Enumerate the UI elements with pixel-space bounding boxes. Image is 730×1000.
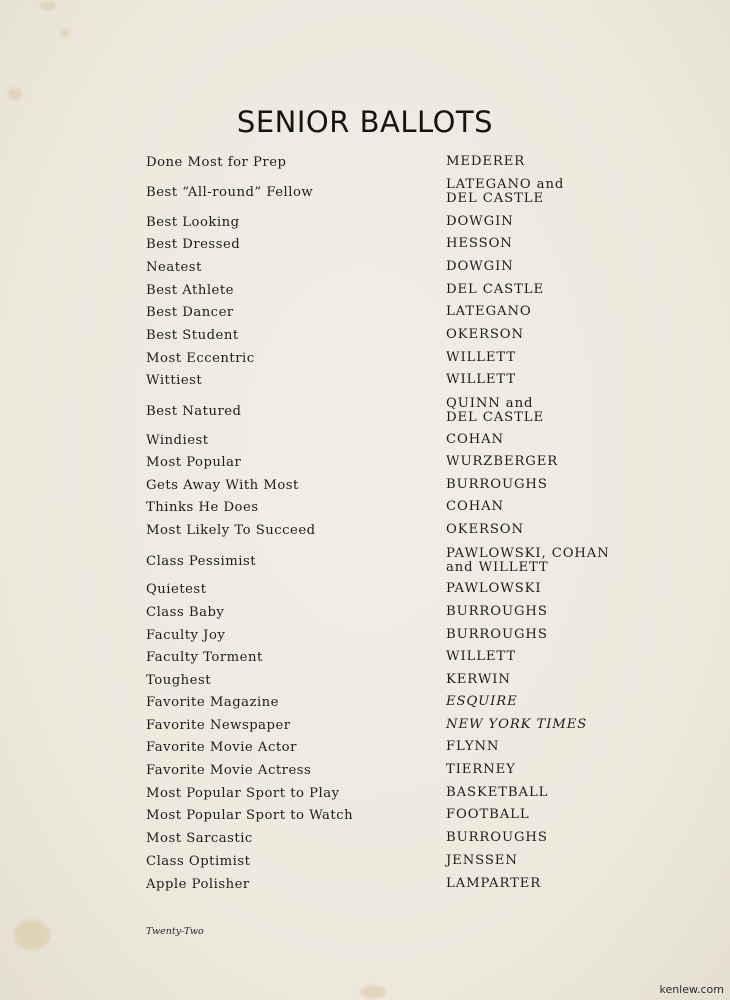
ballot-category: Class Optimist [146,854,251,869]
ballot-category: Wittiest [146,373,203,388]
paper-stain [40,2,56,10]
ballot-winner: OKERSON [446,522,524,537]
ballot-winner: HESSON [446,236,513,251]
ballot-category: Best “All-round” Fellow [146,185,314,200]
ballot-winner: WILLETT [446,350,517,365]
ballot-winner: TIERNEY [446,762,516,777]
ballot-category: Favorite Movie Actor [146,740,297,755]
ballot-category: Most Likely To Succeed [146,523,316,538]
ballot-category: Most Eccentric [146,351,255,366]
ballot-winner: BASKETBALL [446,785,549,800]
ballot-winner: MEDERER [446,154,526,169]
ballot-winner: BURROUGHS [446,830,548,845]
ballot-winner: PAWLOWSKI, COHAN and WILLETT [446,546,610,575]
ballot-category: Most Sarcastic [146,831,253,846]
ballot-winner: BURROUGHS [446,627,548,642]
ballot-category: Best Looking [146,215,240,230]
ballot-category: Most Popular Sport to Watch [146,808,354,823]
ballot-category: Thinks He Does [146,500,259,515]
ballot-winner: LAMPARTER [446,876,542,891]
ballot-winner: OKERSON [446,327,524,342]
ballot-category: Quietest [146,582,207,597]
ballot-category: Gets Away With Most [146,478,299,493]
ballot-winner: KERWIN [446,672,511,687]
ballot-winner: WURZBERGER [446,454,559,469]
ballot-category: Favorite Magazine [146,695,279,710]
ballot-winner: WILLETT [446,649,517,664]
ballot-category: Class Baby [146,605,225,620]
ballot-winner: LATEGANO and DEL CASTLE [446,177,565,206]
ballot-winner: QUINN and DEL CASTLE [446,396,544,425]
ballot-category: Best Natured [146,404,242,419]
page-title: SENIOR BALLOTS [236,105,494,140]
ballot-category: Most Popular Sport to Play [146,786,340,801]
ballot-category: Best Athlete [146,283,234,298]
ballot-category: Best Dancer [146,305,234,320]
ballot-winner: PAWLOWSKI [446,581,542,596]
paper-stain [360,985,386,999]
ballot-category: Favorite Newspaper [146,718,291,733]
ballot-winner: BURROUGHS [446,477,548,492]
ballot-category: Best Student [146,328,239,343]
ballot-category: Class Pessimist [146,554,257,569]
paper-stain [60,28,70,37]
ballot-winner: DOWGIN [446,259,514,274]
ballot-winner: JENSSEN [446,853,518,868]
ballot-winner: DEL CASTLE [446,282,544,297]
source-credit: kenlew.com [659,983,724,996]
ballot-category: Most Popular [146,455,242,470]
ballot-winner: FOOTBALL [446,807,530,822]
ballot-category: Faculty Torment [146,650,263,665]
ballot-winner: COHAN [446,432,504,447]
ballot-winner: LATEGANO [446,304,532,319]
ballot-category: Neatest [146,260,202,275]
ballot-winner: WILLETT [446,372,517,387]
paper-stain [14,920,50,950]
ballot-category: Best Dressed [146,237,241,252]
page-number-footer: Twenty-Two [146,926,204,937]
ballot-category: Done Most for Prep [146,155,287,170]
ballot-category: Apple Polisher [146,877,250,892]
ballot-winner: ESQUIRE [446,694,518,709]
ballot-category: Faculty Joy [146,628,226,643]
ballot-winner: NEW YORK TIMES [446,717,588,732]
ballot-winner: DOWGIN [446,214,514,229]
ballot-winner: COHAN [446,499,504,514]
ballot-category: Favorite Movie Actress [146,763,312,778]
ballot-category: Toughest [146,673,212,688]
ballot-winner: BURROUGHS [446,604,548,619]
paper-stain [8,88,22,100]
ballot-winner: FLYNN [446,739,500,754]
ballot-category: Windiest [146,433,209,448]
